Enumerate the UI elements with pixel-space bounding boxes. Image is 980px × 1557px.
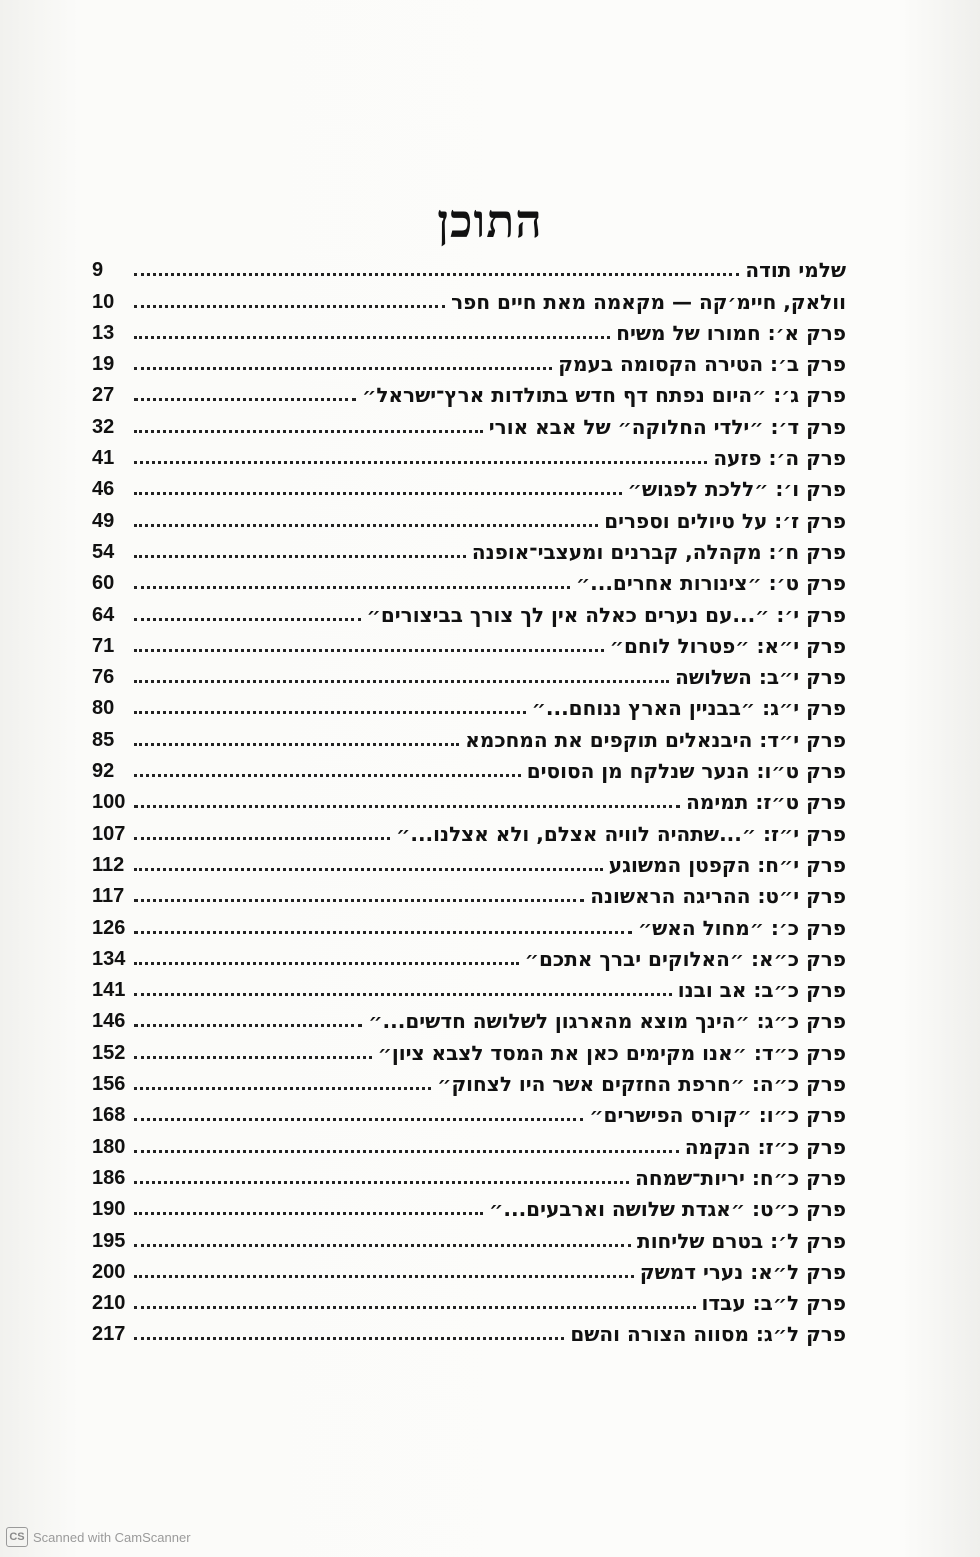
dot-leader bbox=[134, 398, 356, 401]
dot-leader bbox=[134, 1212, 483, 1215]
toc-entry-title: פרק כ״א: ״האלוקים יברך אתכם״ bbox=[524, 946, 846, 971]
toc-entry-title: פרק כ״ה: ״חרפת החזקים אשר היו לצחוק״ bbox=[437, 1072, 846, 1097]
toc-entry-page-number: 195 bbox=[92, 1229, 126, 1252]
dot-leader bbox=[134, 1150, 679, 1153]
toc-entry bbox=[92, 878, 846, 909]
toc-entry bbox=[92, 1066, 846, 1097]
toc-entry bbox=[92, 1034, 846, 1065]
toc-entry-page-number: 76 bbox=[92, 666, 115, 689]
toc-entry-title: וולאק, חיימ׳קה — מקאמה מאת חיים חפר bbox=[451, 289, 846, 314]
toc-entry-title: פרק ו׳: ״ללכת לפגוש״ bbox=[627, 477, 846, 502]
toc-entry bbox=[92, 565, 846, 596]
toc-entry-title: פרק ז׳: על טיולים וספרים bbox=[604, 508, 846, 533]
dot-leader bbox=[134, 899, 584, 902]
dot-leader bbox=[134, 1056, 372, 1059]
toc-entry bbox=[92, 346, 846, 377]
dot-leader bbox=[134, 1244, 631, 1247]
dot-leader bbox=[134, 680, 669, 683]
dot-leader bbox=[134, 430, 483, 433]
toc-entry-page-number: 64 bbox=[92, 603, 115, 626]
toc-entry-title: פרק כ״ג: ״הינך מוצא מהארגון לשלושה חדשים...״ bbox=[368, 1009, 846, 1034]
dot-leader bbox=[134, 962, 519, 965]
toc-entry-title: פרק ל״א: נערי דמשק bbox=[639, 1259, 846, 1284]
toc-entry-page-number: 168 bbox=[92, 1104, 126, 1127]
toc-entry-title: פרק ט״ו: הנער שנלקח מן הסוסים bbox=[526, 759, 846, 784]
toc-entry-title: פרק ל״ג: מסווה הצורה והשם bbox=[570, 1322, 846, 1347]
toc-entry-page-number: 71 bbox=[92, 634, 115, 657]
toc-entry-title: פרק ל״ב: עבדו bbox=[701, 1291, 846, 1316]
table-of-contents bbox=[92, 252, 846, 1347]
toc-entry-title: פרק י׳: ״...עם נערים כאלה אין לך צורך בביצורים״ bbox=[366, 602, 846, 627]
toc-entry-page-number: 54 bbox=[92, 540, 115, 563]
toc-entry-title: פרק ה׳: פזעה bbox=[713, 446, 846, 471]
toc-entry bbox=[92, 784, 846, 815]
toc-entry-title: פרק כ״ב: אב ובנו bbox=[677, 978, 846, 1003]
dot-leader bbox=[134, 774, 521, 777]
toc-entry-page-number: 134 bbox=[92, 947, 126, 970]
dot-leader bbox=[134, 743, 459, 746]
toc-entry-title: פרק ד׳: ״ילדי החלוקה״ של אבא אורי bbox=[488, 414, 846, 439]
toc-entry bbox=[92, 1254, 846, 1285]
toc-entry-title: פרק א׳: חמורו של משיח bbox=[616, 320, 846, 345]
dot-leader bbox=[134, 1306, 696, 1309]
dot-leader bbox=[134, 461, 707, 464]
toc-entry-title: פרק כ״ד: ״אנו מקימים כאן את המסד לצבא ציון״ bbox=[377, 1040, 846, 1065]
toc-entry bbox=[92, 1316, 846, 1347]
toc-entry-title: פרק כ׳: ״מחול האש״ bbox=[637, 915, 846, 940]
toc-entry-page-number: 13 bbox=[92, 321, 115, 344]
toc-entry-page-number: 156 bbox=[92, 1073, 126, 1096]
dot-leader bbox=[134, 649, 604, 652]
toc-entry-page-number: 146 bbox=[92, 1010, 126, 1033]
toc-entry-page-number: 200 bbox=[92, 1260, 126, 1283]
toc-entry bbox=[92, 1191, 846, 1222]
toc-entry bbox=[92, 659, 846, 690]
dot-leader bbox=[134, 336, 610, 339]
toc-entry bbox=[92, 534, 846, 565]
toc-entry bbox=[92, 690, 846, 721]
toc-entry-page-number: 46 bbox=[92, 478, 115, 501]
dot-leader bbox=[134, 524, 598, 527]
toc-entry-title: פרק י״א: ״פטרול לוחם״ bbox=[609, 633, 846, 658]
toc-entry-page-number: 152 bbox=[92, 1041, 126, 1064]
toc-entry bbox=[92, 252, 846, 283]
dot-leader bbox=[134, 868, 603, 871]
toc-entry-title: פרק ט׳: ״צינורות אחרים...״ bbox=[575, 571, 846, 596]
toc-entry bbox=[92, 440, 846, 471]
dot-leader bbox=[134, 1337, 564, 1340]
toc-entry bbox=[92, 315, 846, 346]
toc-entry-page-number: 141 bbox=[92, 979, 126, 1002]
dot-leader bbox=[134, 711, 526, 714]
dot-leader bbox=[134, 1087, 431, 1090]
toc-entry-title: פרק ג׳: ״היום נפתח דף חדש בתולדות ארץ־ישראל״ bbox=[362, 383, 846, 408]
toc-entry-title: פרק כ״ז: הנקמה bbox=[684, 1134, 846, 1159]
camscanner-logo-icon: CS bbox=[6, 1527, 28, 1547]
toc-entry-page-number: 112 bbox=[92, 853, 125, 876]
toc-entry-page-number: 92 bbox=[92, 760, 115, 783]
dot-leader bbox=[134, 1118, 583, 1121]
toc-entry bbox=[92, 972, 846, 1003]
toc-entry-page-number: 210 bbox=[92, 1292, 126, 1315]
dot-leader bbox=[134, 931, 632, 934]
toc-entry bbox=[92, 502, 846, 533]
toc-entry bbox=[92, 753, 846, 784]
watermark-text: Scanned with CamScanner bbox=[33, 1529, 191, 1545]
toc-entry-page-number: 19 bbox=[92, 353, 115, 376]
toc-entry-page-number: 49 bbox=[92, 509, 115, 532]
toc-entry bbox=[92, 721, 846, 752]
toc-entry-title: פרק כ״ו: ״קורס הפישרים״ bbox=[589, 1103, 846, 1128]
toc-entry bbox=[92, 1128, 846, 1159]
toc-entry-title: פרק ב׳: הטירה הקסומה בעמק bbox=[558, 352, 846, 377]
toc-entry bbox=[92, 596, 846, 627]
dot-leader bbox=[134, 1181, 629, 1184]
dot-leader bbox=[134, 367, 552, 370]
dot-leader bbox=[134, 618, 361, 621]
toc-entry-title: פרק י״ח: הקפטן המשוגע bbox=[608, 852, 846, 877]
toc-entry-title: פרק י״ב: השלושה bbox=[675, 665, 846, 690]
dot-leader bbox=[134, 305, 445, 308]
toc-entry bbox=[92, 815, 846, 846]
toc-entry-page-number: 10 bbox=[92, 290, 115, 313]
toc-entry-page-number: 41 bbox=[92, 447, 115, 470]
toc-entry bbox=[92, 471, 846, 502]
toc-entry-page-number: 217 bbox=[92, 1323, 126, 1346]
scanner-watermark bbox=[6, 1527, 191, 1547]
dot-leader bbox=[134, 993, 672, 996]
toc-entry bbox=[92, 1097, 846, 1128]
toc-entry-title: פרק ל׳: בטרם שליחות bbox=[637, 1228, 846, 1253]
dot-leader bbox=[134, 586, 570, 589]
toc-entry-page-number: 60 bbox=[92, 572, 115, 595]
toc-entry bbox=[92, 408, 846, 439]
toc-entry bbox=[92, 377, 846, 408]
toc-entry bbox=[92, 847, 846, 878]
toc-entry-page-number: 186 bbox=[92, 1166, 126, 1189]
toc-entry-title: פרק כ״ט: ״אגדת שלושה וארבעים...״ bbox=[489, 1197, 846, 1222]
toc-entry bbox=[92, 1222, 846, 1253]
toc-entry bbox=[92, 628, 846, 659]
toc-entry-page-number: 100 bbox=[92, 791, 126, 814]
toc-entry-title: פרק י״ט: ההריגה הראשונה bbox=[590, 884, 846, 909]
toc-entry bbox=[92, 283, 846, 314]
toc-entry-title: פרק ט״ז: תמימה bbox=[686, 790, 846, 815]
dot-leader bbox=[134, 837, 390, 840]
toc-entry-page-number: 32 bbox=[92, 415, 115, 438]
toc-entry-page-number: 27 bbox=[92, 384, 115, 407]
page-title: התוכן bbox=[437, 193, 543, 248]
toc-entry-title: פרק י״ג: ״בבניין הארץ ננוחם...״ bbox=[531, 696, 846, 721]
toc-entry bbox=[92, 1285, 846, 1316]
toc-entry-title: פרק י״ד: היבנאלים תוקפים את המחכמא bbox=[465, 727, 846, 752]
dot-leader bbox=[134, 555, 466, 558]
toc-entry-title: פרק ח׳: מקהלה, קברנים ומעצבי־אופנה bbox=[471, 539, 846, 564]
toc-entry-page-number: 190 bbox=[92, 1198, 126, 1221]
toc-entry-page-number: 107 bbox=[92, 822, 126, 845]
toc-entry bbox=[92, 941, 846, 972]
toc-entry bbox=[92, 909, 846, 940]
toc-entry-page-number: 126 bbox=[92, 916, 126, 939]
toc-entry bbox=[92, 1160, 846, 1191]
toc-entry-title: פרק כ״ח: יריות־שמחה bbox=[635, 1165, 846, 1190]
dot-leader bbox=[134, 1275, 634, 1278]
toc-entry-page-number: 85 bbox=[92, 728, 115, 751]
toc-entry-page-number: 80 bbox=[92, 697, 115, 720]
toc-entry-page-number: 180 bbox=[92, 1135, 126, 1158]
toc-entry-title: פרק י״ז: ״...שתהיה לוויה אצלם, ולא אצלנו...״ bbox=[396, 821, 846, 846]
toc-entry bbox=[92, 1003, 846, 1034]
dot-leader bbox=[134, 273, 739, 276]
toc-entry-page-number: 117 bbox=[92, 885, 125, 908]
dot-leader bbox=[134, 492, 622, 495]
dot-leader bbox=[134, 805, 680, 808]
dot-leader bbox=[134, 1024, 362, 1027]
toc-entry-page-number: 9 bbox=[92, 259, 104, 282]
toc-entry-title: שלמי תודה bbox=[745, 258, 846, 283]
